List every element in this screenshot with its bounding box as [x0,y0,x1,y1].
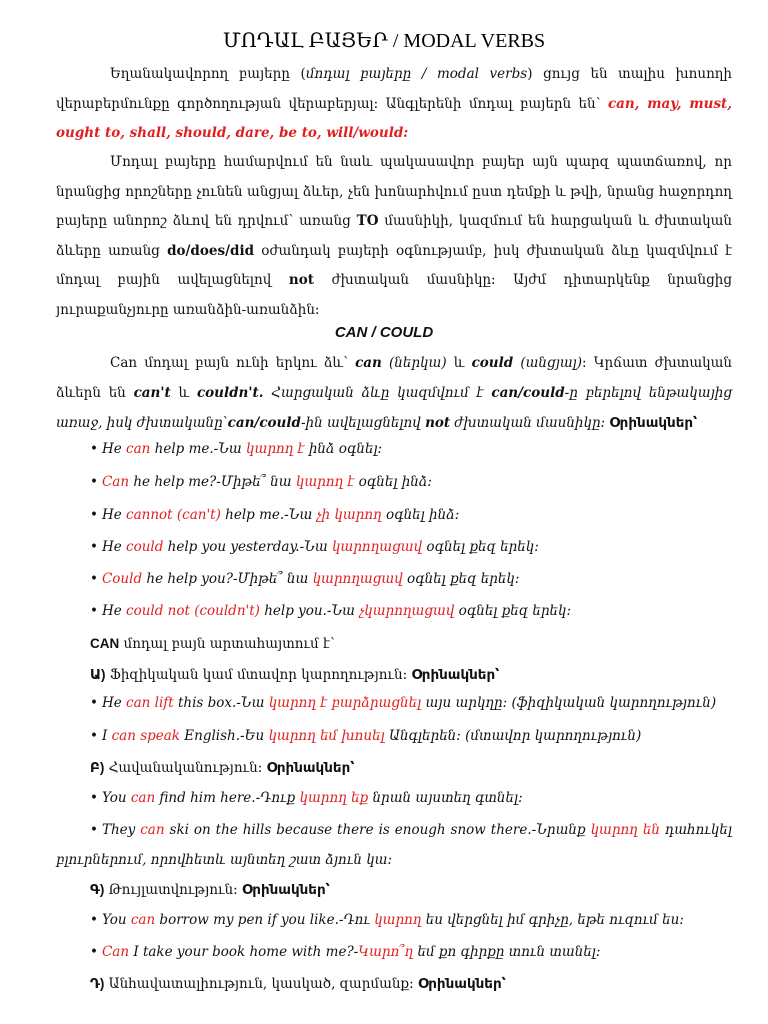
section-g-heading: Գ) Թույլատվություն: Օրինակներ՝ [90,882,330,898]
example-5: • Could he help you?-Միթե՞ նա կարողացավ օգնել քեզ երեկ: [90,571,520,587]
example-4: • He could help you yesterday.-Նա կարողացավ օգնել քեզ երեկ: [90,539,539,555]
bullet: • [90,822,98,838]
example-2: • Can he help me?-Միթե՞ նա կարող է օգնել ինձ: [90,474,432,490]
example-a-2: • I can speak English.-Ես կարող եմ խոսել Անգլերեն: (մտավոր կարողություն) [90,728,642,744]
bullet: • [90,912,98,928]
example-3: • He cannot (can't) help me.-Նա չի կարող օգնել ինձ: [90,507,460,523]
page-title: ՄՈԴԱԼ ԲԱՅԵՐ / MODAL VERBS [222,30,546,52]
example-a-1: • He can lift this box.-Նա կարող է բարձրացնել այս արկղը: (ֆիզիկական կարողություն) [90,695,717,711]
modal-verbs-list: can, may, must, ought to, shall, should, dare, be to, will/would: [56,95,732,141]
example-6: • He could not (couldn't) help you.-Նա չկարողացավ օգնել քեզ երեկ: [90,603,572,619]
bullet: • [90,507,98,523]
section-b-heading: Բ) Հավանականություն: Օրինակներ՝ [90,760,355,776]
example-g-2: • Can I take your book home with me?-Կարո՞ղ եմ քո գիրքը տուն տանել: [90,944,601,960]
example-b-2: • They can ski on the hills because there is enough snow there.-Նրանք կարող են դահուկել բլուրներում, որովհետև այնտեղ շատ ձյուն կա: [56,822,732,868]
bullet: • [90,944,98,960]
bullet: • [90,539,98,555]
bullet: • [90,571,98,587]
section-d-heading: Դ) Անհավատալիություն, կասկած, զարմանք: Օրինակներ՝ [90,976,506,992]
can-paragraph: Can մոդալ բայն ունի երկու ձև՝ can (ներկա) և could (անցյալ): Կրճատ ժխտական ձևերն են can't և couldn't. Հարցական ձևը կազմվում է can/could-ը բերելով ենթակայից առաջ, իսկ ժխտականը՝can/could-ին ավելացնելով not ժխտական մասնիկը: Օրինակներ՝ [56,355,733,431]
bullet: • [90,695,98,711]
example-b-1: • You can find him here.-Դուք կարող եք նրան այստեղ գտնել: [90,790,523,806]
definition-paragraph: Մոդալ բայերը համարվում են նաև պակասավոր բայեր այն պարզ պատճառով, որ նրանցից որոշները չունեն անցյալ ձևեր, չեն խոնարհվում ըստ դեմքի և թվի, նրանց հաջորդող բայերը անորոշ ձևով են դրվում՝ առանց TO մասնիկի, կազմում են հարցական և ժխտական ձևերը առանց do/does/did օժանդակ բայերի օգնությամբ, իսկ ժխտական ձևը կազմվում է մոդալ բային ավելացնելով not ժխտական մասնիկը: Այժմ դիտարկենք նրանցից յուրաքանչյուրը առանձին-առանձին: [56,154,732,318]
bullet: • [90,603,98,619]
bullet: • [90,728,98,744]
bullet: • [90,790,98,806]
example-1: • He can help me.-Նա կարող է ինձ օգնել: [90,441,383,457]
example-g-1: • You can borrow my pen if you like.-Դու կարող ես վերցնել իմ գրիչը, եթե ուզում ես: [90,912,684,928]
section-a-heading: Ա) Ֆիզիկական կամ մտավոր կարողություն: Օրինակներ՝ [90,667,500,683]
intro-paragraph: Եղանակավորող բայերը (մոդալ բայերը / modal verbs) ցույց են տալիս խոսողի վերաբերմունքը գործողության վերաբերյալ: Անգլերենի մոդալ բայերն են՝ can, may, must, ought to, shall, should, dare, be to, will/would: [56,66,732,141]
bullet: • [90,474,98,490]
can-expresses-line: CAN մոդալ բայն արտահայտում է՝ [90,636,335,652]
bullet: • [90,441,98,457]
section-heading-can-could: CAN / COULD [334,324,434,341]
